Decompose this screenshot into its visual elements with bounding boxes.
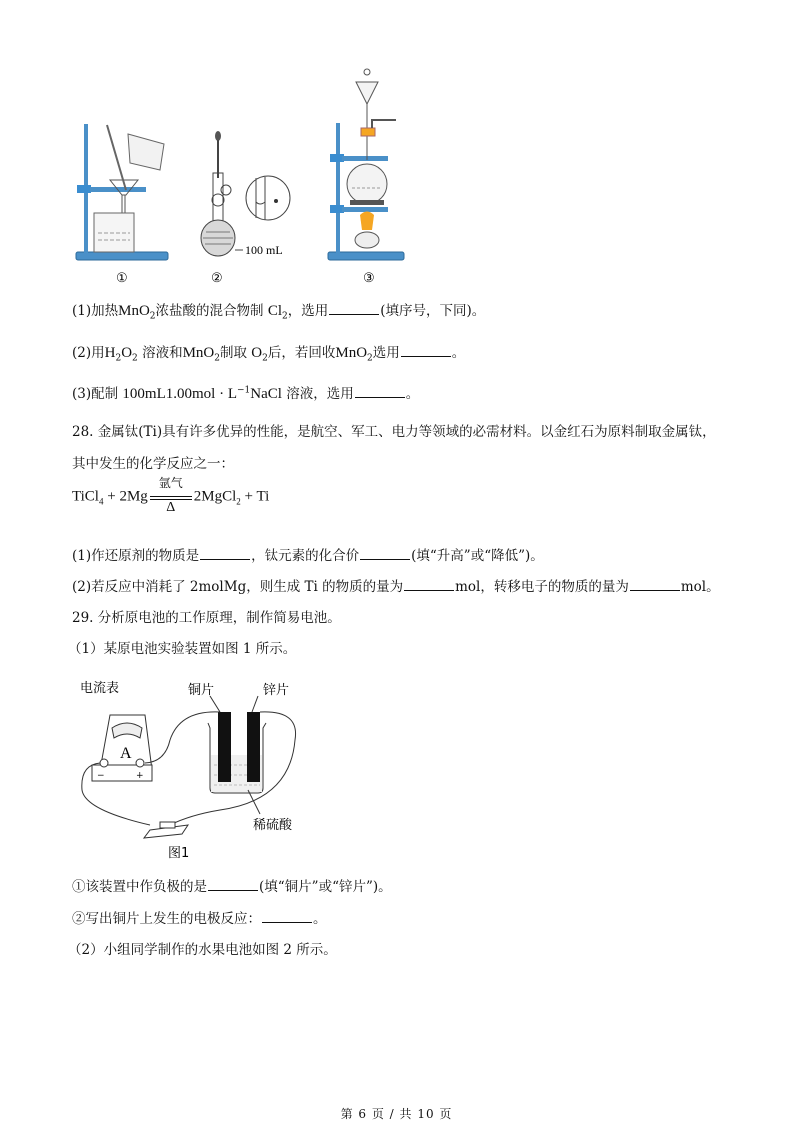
flask-volume-label: 100 mL [245,243,283,257]
q29-question-1: ①该装置中作负极的是 (填“铜片”或“锌片”)。 [72,879,392,895]
page-footer: 第 6 页 / 共 10 页 [340,1107,453,1121]
answer-blank[interactable] [401,344,451,357]
answer-blank[interactable] [329,302,379,315]
filtration-apparatus-illustration [76,124,168,260]
q29-part-2: （2）小组同学制作的水果电池如图 2 所示。 [68,942,337,958]
figure-label-1: ① [116,271,128,286]
answer-blank[interactable] [404,578,454,591]
q29-intro: 29. 分析原电池的工作原理，制作简易电池。 [72,610,341,626]
zinc-label: 锌片 [263,683,290,698]
q27-item-3: (3)配制 $100mL1.00mol \cdot L^{-1}NaCl$ 溶液，选用 。 [72,385,420,402]
acid-label: 稀硫酸 [253,818,293,833]
figure-label-2: ② [211,271,223,286]
beaker-illustration [208,712,266,793]
gas-generation-apparatus-illustration [328,69,404,260]
q28-intro-line-2: 其中发生的化学反应之一： [72,456,234,472]
q27-item-1: (1)加热MnO$_2$浓盐酸的混合物制 $Cl_2$，选用 (填序号，下同)。 [72,303,486,322]
figure-label-3: ③ [363,271,375,286]
q28-intro-line-1: 28. 金属钛(Ti)具有许多优异的性能，是航空、军工、电力等领域的必需材料。以金红石为原料制取金属钛， [72,424,716,440]
answer-blank[interactable] [200,547,250,560]
galvanic-cell-figure [70,670,320,870]
q28-sub-2: (2)若反应中消耗了 2molMg，则生成 Ti 的物质的量为 mol，转移电子的物质的量为 mol。 [72,579,720,595]
ammeter-label: 电流表 [80,681,120,696]
copper-label: 铜片 [188,683,215,698]
q28-sub-1: (1)作还原剂的物质是 ，钛元素的化合价 (填“升高”或“降低”)。 [72,548,544,564]
answer-blank[interactable] [208,878,258,891]
volumetric-flask-illustration [201,131,290,256]
answer-blank[interactable] [630,578,680,591]
plus-terminal: + [136,771,144,781]
q29-part-1: （1）某原电池实验装置如图 1 所示。 [68,641,297,657]
answer-blank[interactable] [262,910,312,923]
apparatus-figures [60,60,410,290]
q29-question-2: ②写出铜片上发生的电极反应： 。 [72,911,327,927]
reaction-condition-arrow: 氩气 Δ [150,488,192,506]
answer-blank[interactable] [355,385,405,398]
chemical-equation: TiCl$_4$ + 2Mg 氩气 Δ 2MgCl$_2$ + Ti [72,476,270,515]
ammeter-letter: A [120,745,132,762]
q27-item-2: (2)用$H_2O_2$ 溶液和MnO$_2$制取 $O_2$后，若回收MnO$_2$选用 。 [72,345,466,364]
zinc-electrode [247,712,260,782]
copper-electrode [218,712,231,782]
minus-terminal: − [97,771,105,781]
answer-blank[interactable] [360,547,410,560]
figure-1-caption: 图1 [168,846,190,861]
